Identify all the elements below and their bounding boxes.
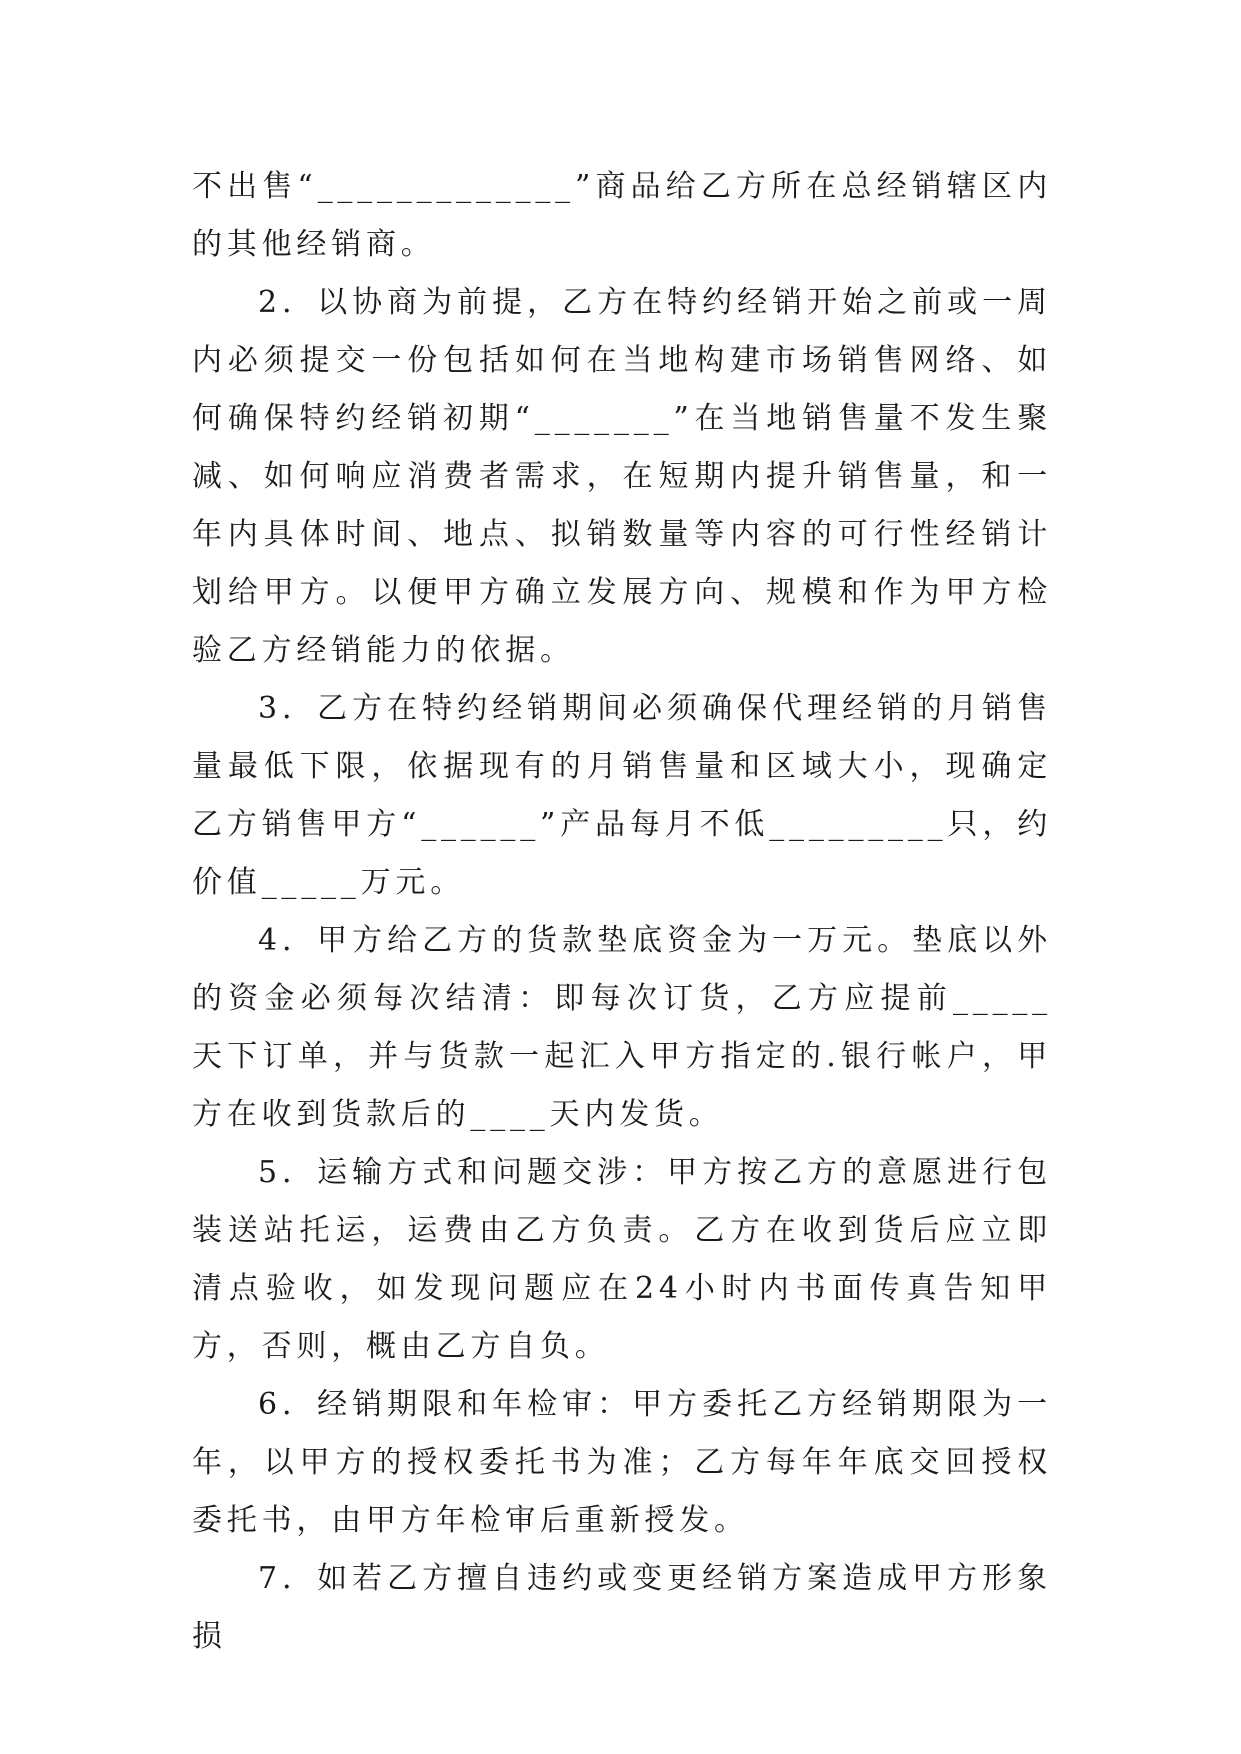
paragraph-clause-5: 5．运输方式和问题交涉：甲方按乙方的意愿进行包装送站托运，运费由乙方负责。乙方在收到货后应立即清点验收，如发现问题应在24小时内书面传真告知甲方，否则，概由乙方自负。	[192, 1155, 1052, 1364]
paragraph-clause-2: 2．以协商为前提，乙方在特约经销开始之前或一周内必须提交一份包括如何在当地构建市场销售网络、如何确保特约经销初期“_______”在当地销售量不发生聚减、如何响应消费者需求，在短期内提升销售量，和一年内具体时间、地点、拟销数量等内容的可行性经销计划给甲方。以便甲方确立发展方向、规模和作为甲方检验乙方经销能力的依据。	[192, 285, 1052, 668]
paragraph-clause-4: 4．甲方给乙方的货款垫底资金为一万元。垫底以外的资金必须每次结清：即每次订货，乙方应提前_____天下订单，并与货款一起汇入甲方指定的.银行帐户，甲方在收到货款后的____天内发货。	[192, 923, 1052, 1132]
paragraph-continuation: 不出售“_____________”商品给乙方所在总经销辖区内的其他经销商。	[192, 169, 1052, 262]
paragraph-clause-6: 6．经销期限和年检审：甲方委托乙方经销期限为一年，以甲方的授权委托书为准；乙方每年年底交回授权委托书，由甲方年检审后重新授发。	[192, 1387, 1052, 1538]
paragraph-clause-7: 7．如若乙方擅自违约或变更经销方案造成甲方形象损	[192, 1561, 1052, 1654]
document-body	[192, 158, 1052, 1666]
paragraph-clause-3: 3．乙方在特约经销期间必须确保代理经销的月销售量最低下限，依据现有的月销售量和区域大小，现确定乙方销售甲方“______”产品每月不低_________只，约价值_____万元。	[192, 691, 1052, 900]
